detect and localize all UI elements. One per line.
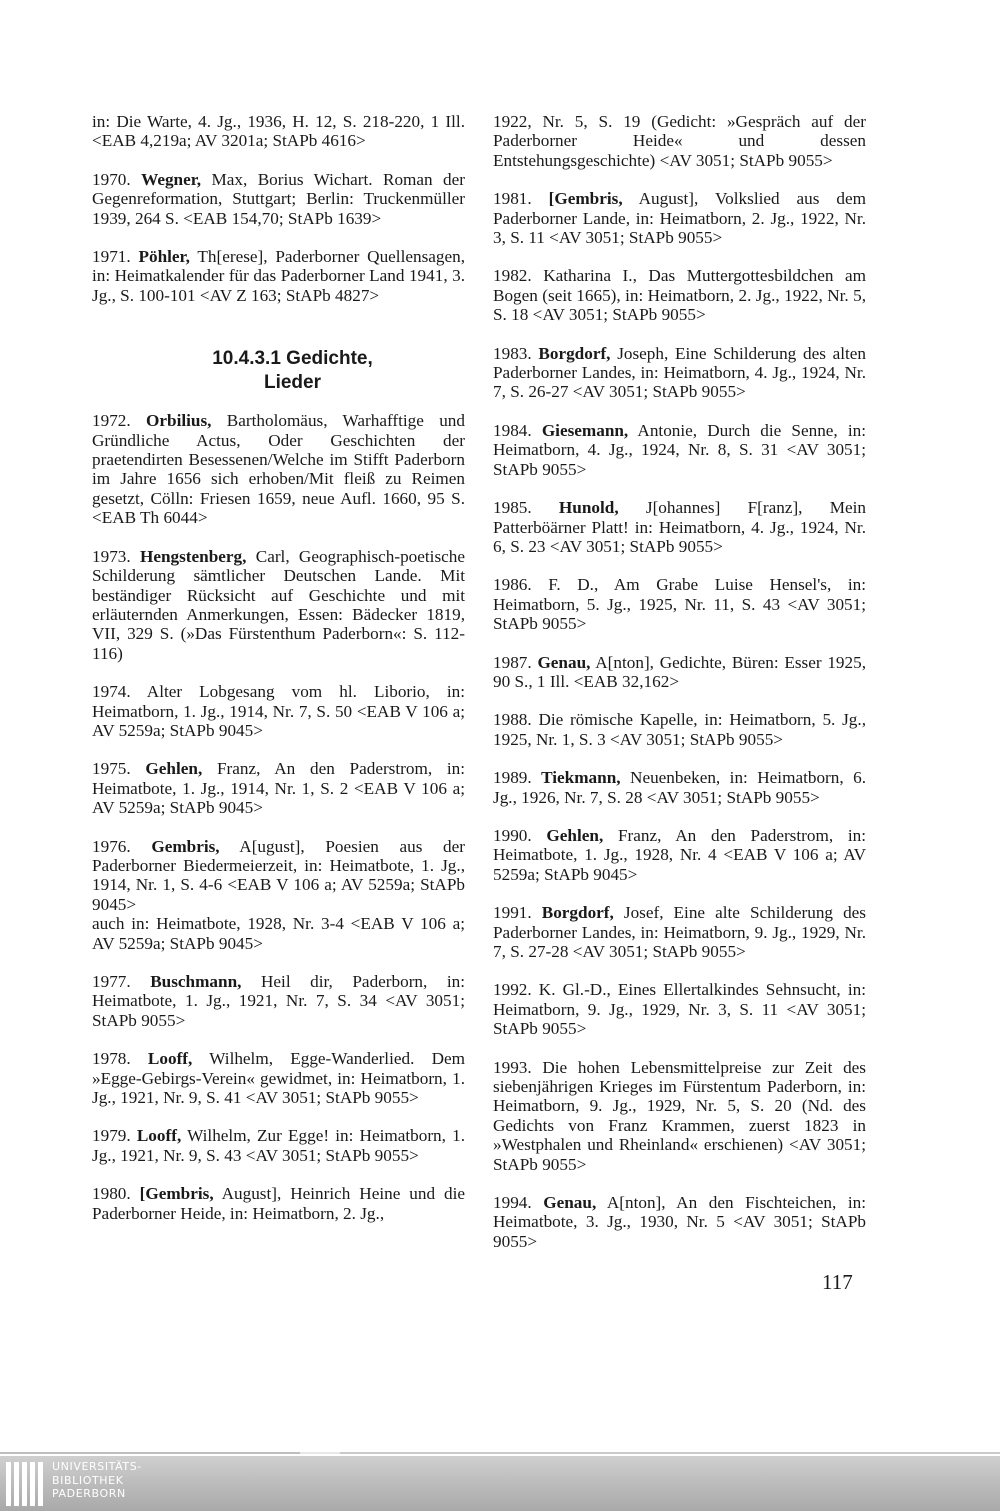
entry-text: Bartholomäus, Warhafftige und Gründliche Actus, Oder Geschichten der praetendirten Besessenen/Welche im Stifft Paderborn im Jahre 1656 sich erhoben/Mit fleiß zu Reimen gesetzt, Cölln: Friesen 1659, neue Aufl. 1660, 95 S. <EAB Th 6044> — [92, 411, 465, 528]
right-column — [493, 112, 866, 1270]
entry-number: 1980. — [92, 1184, 131, 1204]
entry-text: Antonie, Durch die Senne, in: Heimatborn, 4. Jg., 1924, Nr. 8, S. 31 <AV 3051; StAPb 9055> — [493, 420, 867, 479]
entry-text: Katharina I., Das Muttergottesbildchen am Bogen (seit 1665), in: Heimatborn, 2. Jg., 1922, Nr. 5, S. 18 <AV 3051; StAPb 9055> — [493, 266, 866, 325]
entry-author: Genau, — [543, 1193, 597, 1213]
entry-author: [Gembris, — [548, 189, 623, 209]
bibliography-entry — [92, 247, 465, 305]
entry-text: Wilhelm, Egge-Wanderlied. Dem »Egge-Gebirgs-Verein« gewidmet, in: Heimatborn, 1. Jg., 1921, Nr. 9, S. 41 <AV 3051; StAPb 9055> — [92, 1049, 466, 1108]
left-column — [92, 112, 465, 1242]
entry-author: Tiekmann, — [541, 768, 621, 788]
bibliography-entry — [493, 575, 866, 633]
entry-author: Giesemann, — [541, 420, 629, 440]
library-logo-icon — [6, 1462, 46, 1506]
entry-author: Looff, — [147, 1049, 193, 1069]
entry-author: Buschmann, — [150, 972, 242, 991]
bibliography-entry — [493, 653, 866, 692]
bibliography-entry: in: Die Warte, 4. Jg., 1936, H. 12, S. 218-220, 1 Ill. <EAB 4,219a; AV 3201a; StAPb 4616> — [92, 112, 465, 151]
entry-author: [Gembris, — [139, 1184, 214, 1204]
bibliography-entry — [92, 411, 465, 527]
entry-text: Josef, Eine alte Schilderung des Paderborner Landes, in: Heimatborn, 9. Jg., 1929, Nr. 7, S. 27-28 <AV 3051; StAPb 9055> — [493, 903, 866, 961]
entry-number: 1975. — [92, 759, 131, 779]
entry-text: Franz, An den Paderstrom, in: Heimatbote, 1. Jg., 1928, Nr. 4 <EAB V 106 a; AV 5259a; StAPb 9045> — [493, 825, 867, 884]
entry-text: Joseph, Eine Schilderung des alten Paderborner Landes, in: Heimatborn, 4. Jg., 1924, Nr. 7, S. 26-27 <AV 3051; StAPb 9055> — [493, 343, 867, 402]
entry-text: 1922, Nr. 5, S. 19 (Gedicht: »Gespräch auf der Paderborner Heide« und dessen Entstehungsgeschichte) <AV 3051; StAPb 9055> — [493, 112, 866, 170]
entry-text: Die römische Kapelle, in: Heimatborn, 5. Jg., 1925, Nr. 1, S. 3 <AV 3051; StAPb 9055> — [493, 710, 866, 749]
entry-text: Neuenbeken, in: Heimatborn, 6. Jg., 1926, Nr. 7, S. 28 <AV 3051; StAPb 9055> — [493, 768, 866, 807]
entry-number: 1977. — [92, 972, 131, 991]
entry-number: 1982. — [493, 266, 532, 286]
entry-text: Heil dir, Paderborn, in: Heimatbote, 1. Jg., 1921, Nr. 7, S. 34 <AV 3051; StAPb 9055> — [92, 972, 465, 1030]
entry-author: Genau, — [537, 652, 591, 672]
entry-text: Max, Borius Wichart. Roman der Gegenreformation, Stuttgart; Berlin: Truckenmüller 1939, 264 S. <EAB 154,70; StAPb 1639> — [92, 169, 465, 228]
entry-text: Franz, An den Paderstrom, in: Heimatbote, 1. Jg., 1914, Nr. 1, S. 2 <EAB V 106 a; AV 5259a; StAPb 9045> — [92, 759, 466, 818]
entry-text: August], Volkslied aus dem Paderborner Lande, in: Heimatborn, 2. Jg., 1922, Nr. 3, S. 11 <AV 3051; StAPb 9055> — [493, 189, 867, 248]
entry-number: 1979. — [92, 1126, 131, 1146]
entry-number: 1992. — [493, 980, 532, 1000]
entry-text: Alter Lobgesang vom hl. Liborio, in: Heimatborn, 1. Jg., 1914, Nr. 7, S. 50 <EAB V 106 a; AV 5259a; StAPb 9045> — [92, 682, 465, 740]
entry-subline: auch in: Heimatbote, 1928, Nr. 3-4 <EAB V 106 a; AV 5259a; StAPb 9045> — [92, 914, 465, 953]
entry-author: Gehlen, — [145, 759, 203, 779]
entry-author: Wegner, — [141, 169, 202, 189]
bibliography-entry — [92, 1184, 465, 1223]
bibliography-entry — [493, 266, 866, 324]
bibliography-entry — [92, 972, 465, 1030]
bibliography-entry — [493, 1058, 866, 1174]
bibliography-entry — [92, 170, 465, 228]
entry-number: 1976. — [92, 836, 131, 856]
bibliography-entry — [493, 498, 866, 556]
bibliography-entry — [493, 344, 866, 402]
entry-number: 1989. — [493, 768, 532, 788]
bibliography-entry — [92, 547, 465, 663]
entry-number: 1987. — [493, 652, 532, 672]
entry-text: A[nton], An den Fischteichen, in: Heimatbote, 3. Jg., 1930, Nr. 5 <AV 3051; StAPb 9055> — [493, 1193, 866, 1251]
bibliography-entry — [92, 759, 465, 817]
entry-text: Wilhelm, Zur Egge! in: Heimatborn, 1. Jg., 1921, Nr. 9, S. 43 <AV 3051; StAPb 9055> — [92, 1126, 465, 1165]
entry-text: Th[erese], Paderborner Quellensagen, in: Heimatkalender für das Paderborner Land 1941, 3. Jg., S. 100-101 <AV Z 163; StAPb 4827> — [92, 247, 466, 305]
entry-number: 1981. — [493, 189, 532, 209]
entry-text: F. D., Am Grabe Luise Hensel's, in: Heimatborn, 5. Jg., 1925, Nr. 11, S. 43 <AV 3051; StAPb 9055> — [493, 575, 866, 634]
library-name-line: BIBLIOTHEK — [52, 1473, 124, 1487]
entry-author: Gehlen, — [546, 825, 604, 845]
entry-author: Looff, — [136, 1126, 182, 1146]
section-heading-line: Lieder — [263, 372, 322, 394]
library-footer — [0, 1456, 1000, 1511]
bibliography-entry — [493, 421, 866, 479]
entry-author: Gembris, — [151, 836, 220, 856]
bibliography-entry — [493, 710, 866, 749]
entry-text: Die hohen Lebensmittelpreise zur Zeit des siebenjährigen Krieges im Fürstentum Paderborn, in: Heimatborn, 9. Jg., 1929, Nr. 5, S. 20 (Nd. des Gedichts von Franz Krammen, zuerst 1823 in »Westphalen und Rheinland« erschienen) <AV 3051; StAPb 9055> — [493, 1057, 866, 1174]
entry-number: 1974. — [92, 682, 131, 702]
entry-text: August], Heinrich Heine und die Paderborner Heide, in: Heimatborn, 2. Jg., — [92, 1184, 466, 1223]
library-name — [52, 1460, 142, 1501]
entry-author: Borgdorf, — [541, 903, 614, 923]
entry-number: 1973. — [92, 546, 131, 566]
bibliography-entry — [493, 112, 866, 170]
bibliography-entry — [92, 1126, 465, 1165]
entry-number: 1970. — [92, 169, 131, 189]
entry-number: 1972. — [92, 411, 131, 431]
entry-text: K. Gl.-D., Eines Ellertalkindes Sehnsucht, in: Heimatborn, 9. Jg., 1929, Nr. 3, S. 11 <AV 3051; StAPb 9055> — [493, 980, 866, 1039]
entry-author: Borgdorf, — [538, 343, 611, 363]
entry-number: 1971. — [92, 247, 131, 267]
scan-edge-rule — [0, 1452, 1000, 1454]
entry-text: A[nton], Gedichte, Büren: Esser 1925, 90 S., 1 Ill. <EAB 32,162> — [493, 652, 867, 691]
entry-author: Hunold, — [558, 498, 619, 518]
library-name-line: PADERBORN — [52, 1487, 126, 1500]
entry-number: 1988. — [493, 710, 532, 730]
bibliography-entry — [92, 682, 465, 740]
entry-number: 1983. — [493, 343, 532, 363]
entry-text: A[ugust], Poesien aus der Paderborner Biedermeierzeit, in: Heimatbote, 1. Jg., 1914, Nr. 1, S. 4-6 <EAB V 106 a; AV 5259a; StAPb 9045> — [92, 836, 465, 914]
bibliography-entry — [92, 837, 465, 953]
bibliography-entry — [493, 903, 866, 961]
entry-number: 1986. — [493, 575, 532, 595]
bibliography-entry — [493, 826, 866, 884]
entry-text: J[ohannes] F[ranz], Mein Patterböärner Platt! in: Heimatborn, 4. Jg., 1924, Nr. 6, S. 23 <AV 3051; StAPb 9055> — [493, 498, 866, 556]
bibliography-entry — [493, 980, 866, 1038]
entry-number: 1985. — [493, 498, 532, 518]
section-heading-line: 10.4.3.1 Gedichte, — [212, 348, 373, 370]
entry-author: Pöhler, — [138, 247, 190, 267]
entry-number: 1990. — [493, 825, 532, 845]
entry-text: Carl, Geographisch-poetische Schilderung sämtlicher Deutschen Lande. Mit beständiger Rücksicht auf Geschichte und mit erläuternden Anmerkungen, Essen: Bädecker 1819, VII, 329 S. (»Das Fürstenthum Paderborn«: S. 112-116) — [92, 546, 465, 663]
library-name-line: UNIVERSITÄTS- — [52, 1460, 142, 1473]
section-heading — [120, 347, 465, 395]
entry-author: Hengstenberg, — [139, 546, 247, 566]
bibliography-entry — [493, 1193, 866, 1251]
entry-number: 1978. — [92, 1049, 131, 1069]
bibliography-entry — [493, 768, 866, 807]
entry-author: Orbilius, — [146, 411, 212, 431]
entry-number: 1993. — [493, 1057, 532, 1077]
page-number: 117 — [822, 1270, 853, 1294]
entry-number: 1991. — [493, 903, 532, 923]
entry-number: 1994. — [493, 1193, 532, 1213]
entry-number: 1984. — [493, 420, 532, 440]
bibliography-entry — [92, 1049, 465, 1107]
bibliography-entry — [493, 189, 866, 247]
